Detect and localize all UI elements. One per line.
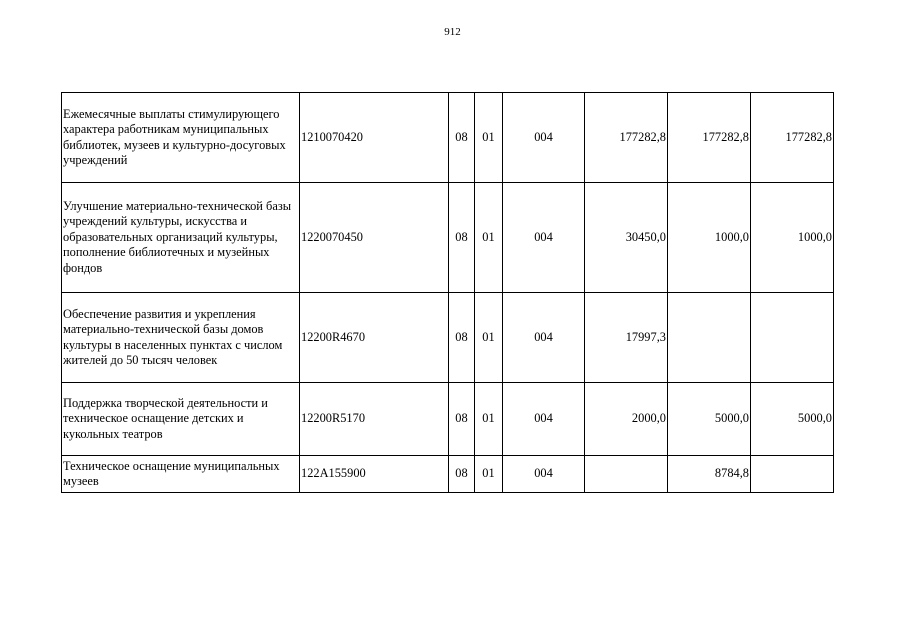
amount-1-cell: 2000,0: [585, 383, 668, 456]
amount-2-cell: 8784,8: [668, 456, 751, 493]
budget-table: [61, 92, 834, 493]
table-row: [62, 383, 834, 456]
expense-type-cell: 004: [503, 293, 585, 383]
amount-3-cell: 1000,0: [751, 183, 834, 293]
amount-1-cell: 17997,3: [585, 293, 668, 383]
amount-3-cell: [751, 293, 834, 383]
amount-3-cell: 5000,0: [751, 383, 834, 456]
target-code-cell: 122A155900: [300, 456, 449, 493]
table-row: [62, 183, 834, 293]
item-name-cell: Улучшение материально-технической базы учреждений культуры, искусства и образовательных организаций культуры, пополнение библиотечных и музейных фондов: [62, 183, 300, 293]
item-name-cell: Ежемесячные выплаты стимулирующего характера работникам муниципальных библиотек, музеев и культурно-досуговых учреждений: [62, 93, 300, 183]
section-cell: 08: [449, 383, 475, 456]
expense-type-cell: 004: [503, 93, 585, 183]
amount-1-cell: [585, 456, 668, 493]
subsection-cell: 01: [475, 456, 503, 493]
subsection-cell: 01: [475, 293, 503, 383]
expense-type-cell: 004: [503, 456, 585, 493]
section-cell: 08: [449, 456, 475, 493]
amount-2-cell: 5000,0: [668, 383, 751, 456]
section-cell: 08: [449, 93, 475, 183]
target-code-cell: 1210070420: [300, 93, 449, 183]
subsection-cell: 01: [475, 183, 503, 293]
target-code-cell: 12200R4670: [300, 293, 449, 383]
amount-3-cell: 177282,8: [751, 93, 834, 183]
section-cell: 08: [449, 183, 475, 293]
page-number: 912: [444, 26, 461, 38]
amount-3-cell: [751, 456, 834, 493]
amount-2-cell: 1000,0: [668, 183, 751, 293]
table-row: [62, 93, 834, 183]
section-cell: 08: [449, 293, 475, 383]
subsection-cell: 01: [475, 383, 503, 456]
expense-type-cell: 004: [503, 183, 585, 293]
item-name-cell: Техническое оснащение муниципальных музеев: [62, 456, 300, 493]
target-code-cell: 1220070450: [300, 183, 449, 293]
target-code-cell: 12200R5170: [300, 383, 449, 456]
amount-2-cell: 177282,8: [668, 93, 751, 183]
item-name-cell: Поддержка творческой деятельности и техническое оснащение детских и кукольных театров: [62, 383, 300, 456]
item-name-cell: Обеспечение развития и укрепления материально-технической базы домов культуры в населенных пунктах с числом жителей до 50 тысяч человек: [62, 293, 300, 383]
amount-1-cell: 30450,0: [585, 183, 668, 293]
expense-type-cell: 004: [503, 383, 585, 456]
amount-2-cell: [668, 293, 751, 383]
amount-1-cell: 177282,8: [585, 93, 668, 183]
table-row: [62, 293, 834, 383]
table-row: [62, 456, 834, 493]
subsection-cell: 01: [475, 93, 503, 183]
